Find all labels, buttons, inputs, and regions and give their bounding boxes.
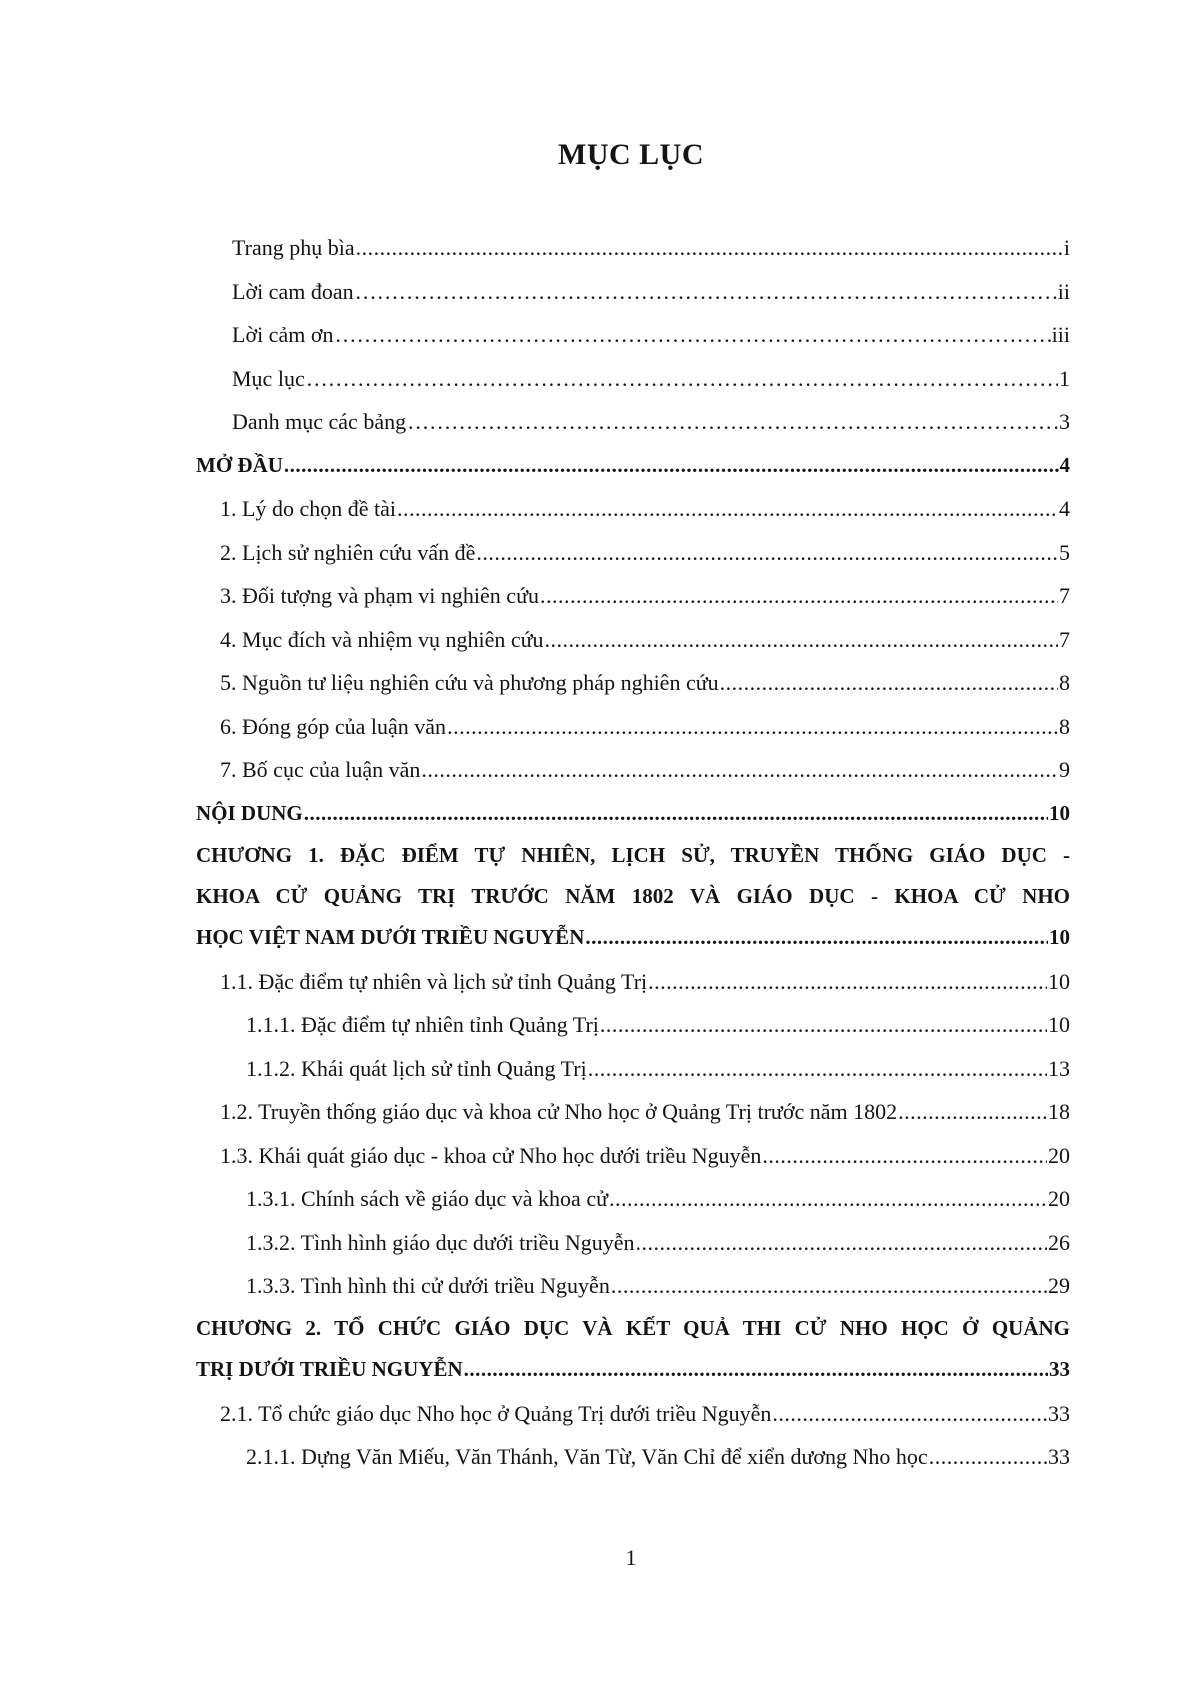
toc-entry (196, 313, 1070, 357)
toc-entry-title: CHƯƠNG 2. TỔ CHỨC GIÁO DỤC VÀ KẾT QUẢ THI CỬ NHO HỌC Ở QUẢNG (196, 1315, 1070, 1340)
toc-entry (196, 618, 1070, 662)
dot-leader (720, 661, 1058, 705)
toc-entry-title: Lời cam đoan (232, 278, 354, 304)
dot-leader (407, 400, 1058, 444)
toc-entry (196, 916, 1070, 960)
dot-leader (762, 1134, 1047, 1178)
dot-leader (611, 1264, 1047, 1308)
page-number: 1 (625, 1545, 637, 1570)
toc-entry-title: Mục lục (232, 365, 305, 391)
toc-entry (196, 357, 1070, 401)
toc-entry (196, 1134, 1070, 1178)
toc-entry-page: 8 (1059, 713, 1070, 739)
toc-entry (196, 1308, 1070, 1349)
dot-leader (356, 226, 1063, 270)
toc-entry-page: 33 (1048, 1444, 1070, 1469)
toc-entry-page: 4 (1059, 496, 1070, 521)
toc-entry-title: 1.3.1. Chính sách về giáo dục và khoa cử (246, 1186, 609, 1211)
dot-leader (447, 705, 1058, 749)
dot-leader (585, 916, 1048, 960)
toc-entry-page: 1 (1059, 365, 1070, 391)
toc-entry (196, 705, 1070, 749)
dot-leader (540, 574, 1058, 618)
toc-entry (196, 876, 1070, 917)
dot-leader (772, 1392, 1047, 1436)
toc-entry-title: 5. Nguồn tư liệu nghiên cứu và phương pháp nghiên cứu (220, 670, 719, 695)
toc-entry-title: 1.1. Đặc điểm tự nhiên và lịch sử tỉnh Quảng Trị (220, 968, 648, 994)
toc-entry (196, 1221, 1070, 1265)
toc-entry-page: 13 (1048, 1055, 1070, 1081)
toc-entry (196, 661, 1070, 705)
toc-entry-page: 5 (1059, 539, 1070, 565)
toc-entry-title: 2. Lịch sử nghiên cứu vấn đề (220, 539, 476, 565)
toc-entry (196, 226, 1070, 270)
dot-leader (421, 748, 1058, 792)
toc-entry-title: Trang phụ bìa (232, 235, 355, 260)
toc-entry-title: 4. Mục đích và nhiệm vụ nghiên cứu (220, 626, 544, 652)
toc-entry (196, 1435, 1070, 1479)
toc-entry-title: MỞ ĐẦU (196, 452, 283, 477)
table-of-contents (196, 226, 1070, 1479)
dot-leader (304, 792, 1048, 836)
toc-entry-title: Lời cảm ơn (232, 322, 334, 347)
toc-entry (196, 960, 1070, 1004)
toc-entry-page: 10 (1048, 968, 1070, 994)
toc-entry-page: 9 (1059, 757, 1070, 782)
toc-entry-title: 3. Đối tượng và phạm vi nghiên cứu (220, 583, 539, 608)
toc-entry (196, 1264, 1070, 1308)
toc-entry-page: 8 (1059, 670, 1070, 695)
dot-leader (545, 618, 1058, 662)
toc-entry (196, 835, 1070, 876)
toc-entry-title: 1.2. Truyền thống giáo dục và khoa cử Nho học ở Quảng Trị trước năm 1802 (220, 1099, 898, 1124)
toc-entry (196, 792, 1070, 836)
toc-entry-title: 2.1. Tổ chức giáo dục Nho học ở Quảng Trị dưới triều Nguyễn (220, 1400, 772, 1426)
toc-entry-page: i (1063, 235, 1070, 260)
toc-entry-page: 7 (1059, 626, 1070, 652)
toc-entry (196, 1003, 1070, 1047)
toc-entry-title: NỘI DUNG (196, 800, 303, 825)
toc-entry-title: TRỊ DƯỚI TRIỀU NGUYỄN (196, 1357, 463, 1381)
toc-entry-page: 26 (1048, 1229, 1070, 1255)
toc-entry-title: 1.1.1. Đặc điểm tự nhiên tỉnh Quảng Trị (246, 1012, 599, 1037)
toc-entry-page: ii (1057, 278, 1070, 304)
toc-entry-title: 2.1.1. Dựng Văn Miếu, Văn Thánh, Văn Từ, Văn Chỉ để xiển dương Nho học (246, 1444, 928, 1469)
toc-entry (196, 748, 1070, 792)
toc-entry (196, 487, 1070, 531)
dot-leader (898, 1090, 1047, 1134)
toc-entry-page: 10 (1048, 1012, 1070, 1037)
toc-entry-title: 1.3.3. Tình hình thi cử dưới triều Nguyễn (246, 1273, 610, 1298)
toc-entry-page: 33 (1049, 1357, 1070, 1381)
dot-leader (284, 444, 1059, 488)
page-title: MỤC LỤC (558, 138, 704, 171)
dot-leader (355, 270, 1057, 314)
toc-entry-title: 1. Lý do chọn đề tài (220, 496, 396, 521)
dot-leader (588, 1047, 1047, 1091)
toc-entry (196, 574, 1070, 618)
toc-entry-title: Danh mục các bảng (232, 409, 407, 434)
toc-entry-page: 20 (1048, 1142, 1070, 1168)
toc-entry-title: 1.3. Khái quát giáo dục - khoa cử Nho học dưới triều Nguyễn (220, 1142, 762, 1168)
toc-entry-page: 7 (1059, 583, 1070, 608)
dot-leader (476, 531, 1058, 575)
toc-entry-page: 10 (1049, 800, 1070, 825)
toc-entry-page: 18 (1048, 1099, 1070, 1124)
toc-entry-page: 3 (1059, 409, 1070, 434)
toc-entry (196, 400, 1070, 444)
toc-entry (196, 1177, 1070, 1221)
toc-entry-page: 33 (1048, 1400, 1070, 1426)
dot-leader (464, 1348, 1048, 1392)
dot-leader (334, 313, 1050, 357)
toc-entry-title: 1.3.2. Tình hình giáo dục dưới triều Nguyễn (246, 1229, 635, 1255)
toc-entry-page: 10 (1049, 925, 1070, 949)
dot-leader (648, 960, 1047, 1004)
toc-entry (196, 531, 1070, 575)
toc-entry (196, 270, 1070, 314)
dot-leader (609, 1177, 1047, 1221)
toc-entry-page: iii (1051, 322, 1070, 347)
toc-entry-title: KHOA CỬ QUẢNG TRỊ TRƯỚC NĂM 1802 VÀ GIÁO DỤC - KHOA CỬ NHO (196, 883, 1070, 908)
toc-entry (196, 1392, 1070, 1436)
dot-leader (306, 357, 1058, 401)
toc-entry-title: 1.1.2. Khái quát lịch sử tỉnh Quảng Trị (246, 1055, 587, 1081)
toc-entry-title: 6. Đóng góp của luận văn (220, 713, 447, 739)
toc-entry (196, 1047, 1070, 1091)
toc-entry (196, 444, 1070, 488)
toc-entry-title: CHƯƠNG 1. ĐẶC ĐIỂM TỰ NHIÊN, LỊCH SỬ, TRUYỀN THỐNG GIÁO DỤC - (196, 843, 1070, 867)
toc-entry-page: 4 (1059, 452, 1070, 477)
dot-leader (600, 1003, 1047, 1047)
dot-leader (636, 1221, 1047, 1265)
dot-leader (929, 1435, 1047, 1479)
toc-entry-title: HỌC VIỆT NAM DƯỚI TRIỀU NGUYỄN (196, 925, 585, 949)
toc-entry (196, 1348, 1070, 1392)
toc-entry-page: 20 (1048, 1186, 1070, 1211)
dot-leader (397, 487, 1058, 531)
toc-entry-title: 7. Bố cục của luận văn (220, 757, 421, 782)
toc-entry-page: 29 (1048, 1273, 1070, 1298)
toc-entry (196, 1090, 1070, 1134)
